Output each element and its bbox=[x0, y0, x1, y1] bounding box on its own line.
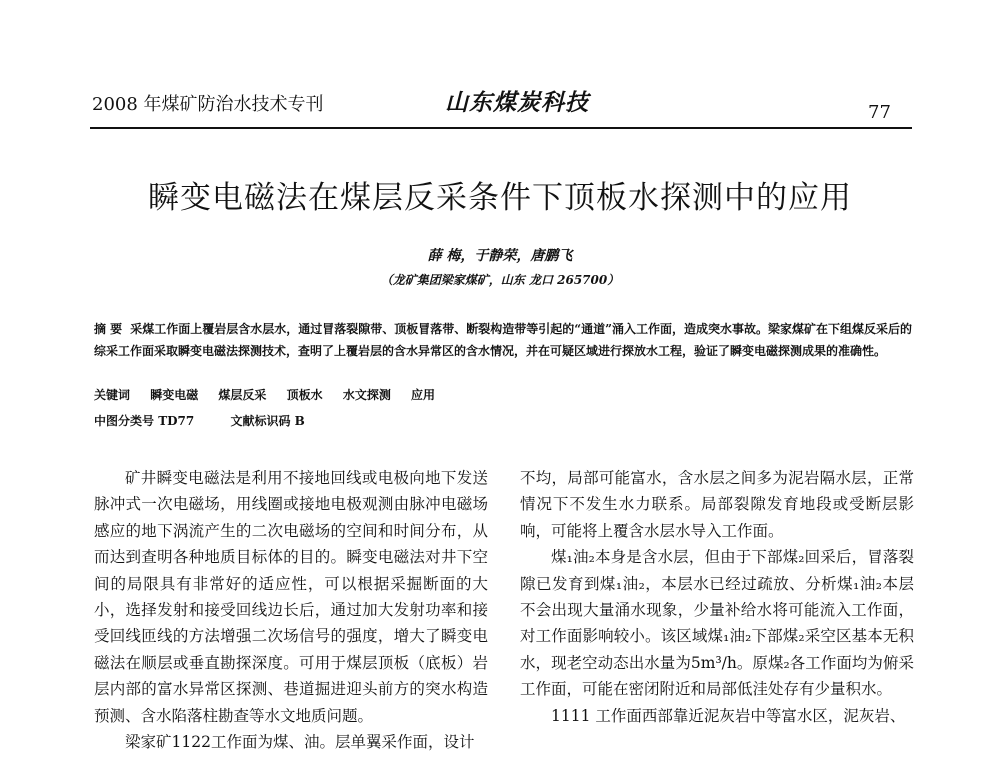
keywords-line bbox=[94, 386, 912, 403]
doc-code-label: 文献标识码 bbox=[230, 414, 291, 428]
article-title: 瞬变电磁法在煤层反采条件下顶板水探测中的应用 bbox=[148, 180, 852, 216]
keywords-label: 关键词 bbox=[94, 388, 131, 402]
keyword: 水文探测 bbox=[342, 388, 391, 402]
body-paragraph: 不均，局部可能富水，含水层之间多为泥岩隔水层，正常情况下不发生水力联系。局部裂隙发育地段或受断层影响，可能将上覆含水层水导入工作面。 bbox=[520, 469, 914, 540]
keyword: 瞬变电磁 bbox=[150, 388, 199, 402]
header-divider bbox=[90, 127, 912, 129]
keyword: 应用 bbox=[411, 388, 436, 402]
body-column-right bbox=[520, 465, 914, 729]
abstract bbox=[94, 318, 912, 362]
keyword: 煤层反采 bbox=[218, 388, 267, 402]
clc-value: TD77 bbox=[158, 414, 195, 428]
body-column-left bbox=[94, 465, 488, 755]
body-paragraph: 矿井瞬变电磁法是利用不接地回线或电极向地下发送脉冲式一次电磁场，用线圈或接地电极观测由脉冲电磁场感应的地下涡流产生的二次电磁场的空间和时间分布，从而达到查明各种地质目标体的目的。瞬变电磁法对井下空间的局限具有非常好的适应性，可以根据采掘断面的大小，选择发射和接受回线边长后，通过加大发射功率和接受回线匝线的方法增强二次场信号的强度，增大了瞬变电磁法在顺层或垂直勘探深度。可用于煤层顶板（底板）岩层内部的富水异常区探测、巷道掘进迎头前方的突水构造预测、含水陷落柱勘查等水文地质问题。 bbox=[94, 469, 488, 725]
journal-issue: 2008 年煤矿防治水技术专刊 bbox=[92, 94, 324, 115]
article-affiliation: （龙矿集团梁家煤矿，山东 龙口 265700） bbox=[380, 273, 620, 287]
body-paragraph-partial: 1111 工作面西部靠近泥灰岩中等富水区，泥灰岩、 bbox=[551, 706, 906, 725]
body-paragraph: 煤₁油₂本身是含水层，但由于下部煤₂回采后，冒落裂隙已发育到煤₁油₂，本层水已经过疏放、分析煤₁油₂本层不会出现大量涌水现象，少量补给水将可能流入工作面，对工作面影响较小。该区域煤₁油₂下部煤₂采空区基本无积水，现老空动态出水量为5m³/h。原煤₂各工作面均为俯采工作面，可能在密闭附近和局部低洼处存有少量积水。 bbox=[520, 548, 914, 699]
body-paragraph-partial: 梁家矿1122工作面为煤、油。层单翼采作面，设计 bbox=[125, 733, 475, 752]
abstract-text: 采煤工作面上覆岩层含水层水，通过冒落裂隙带、顶板冒落带、断裂构造带等引起的“通道”涌入工作面，造成突水事故。梁家煤矿在下组煤反采后的综采工作面采取瞬变电磁法探测技术，查明了上覆岩层的含水异常区的含水情况，并在可疑区域进行探放水工程，验证了瞬变电磁探测成果的准确性。 bbox=[94, 322, 912, 358]
page-number: 77 bbox=[868, 102, 891, 123]
abstract-label: 摘 要 bbox=[94, 322, 123, 336]
clc-label: 中图分类号 bbox=[94, 414, 155, 428]
doc-code-value: B bbox=[294, 414, 305, 428]
classification-line bbox=[94, 412, 912, 429]
article-authors: 薛 梅，于静荣，唐鹏飞 bbox=[427, 248, 573, 264]
journal-logo: 山东煤炭科技 bbox=[445, 89, 589, 116]
keyword: 顶板水 bbox=[286, 388, 323, 402]
